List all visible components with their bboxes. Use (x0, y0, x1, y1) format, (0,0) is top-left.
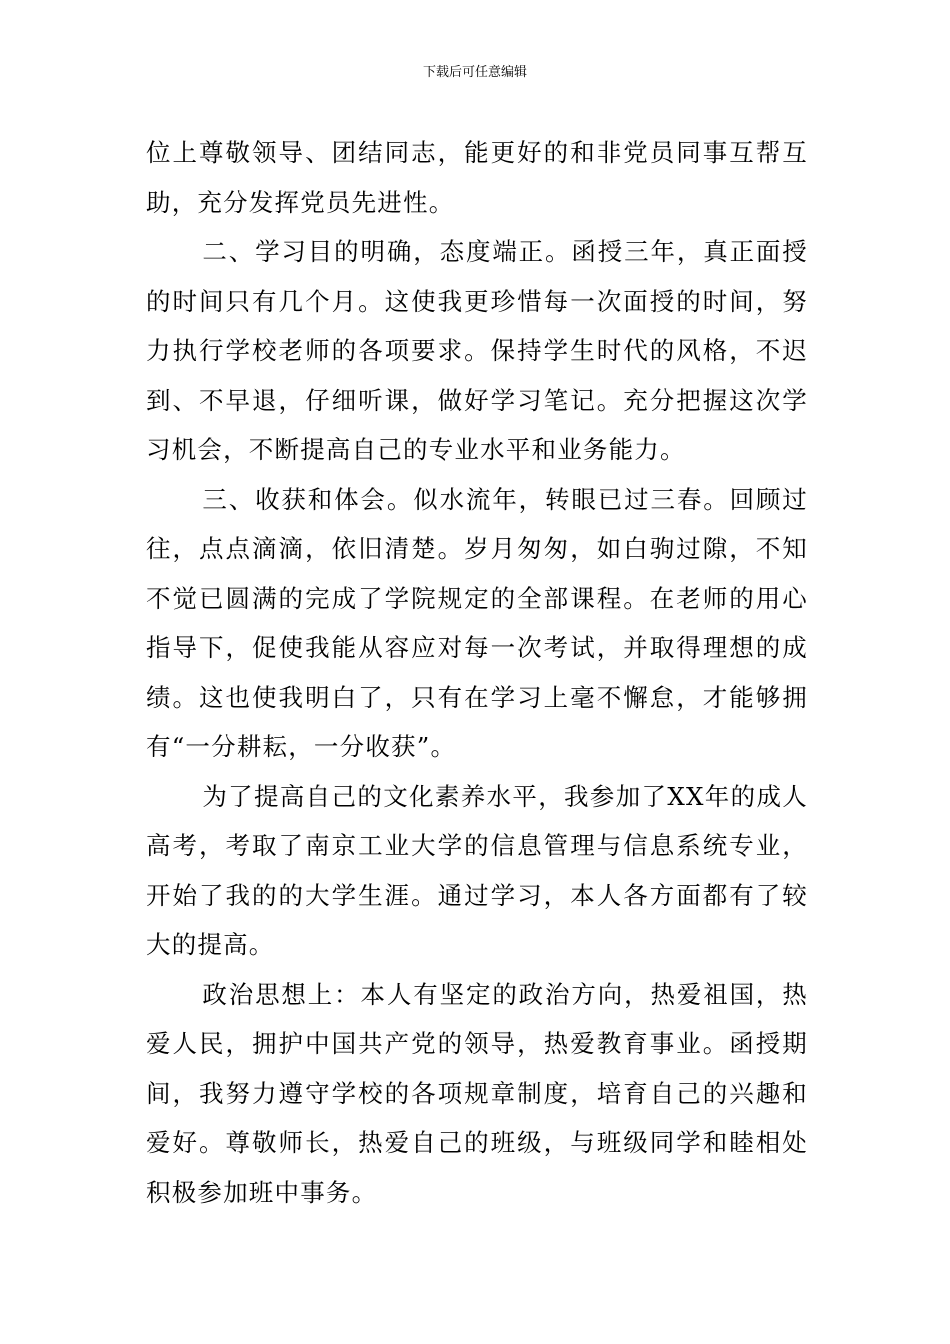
page-header: 下载后可任意编辑 (422, 65, 527, 80)
paragraph-political: 政治思想上：本人有坚定的政治方向，热爱祖国，热爱人民，拥护中国共产党的领导，热爱教育事业。函授期间，我努力遵守学校的各项规章制度，培育自己的兴趣和爱好。尊敬师长，热爱自己的班级，与班级同学和睦相处积极参加班中事务。 (146, 979, 808, 1207)
paragraph-continuation: 位上尊敬领导、团结同志，能更好的和非党员同事互帮互助，充分发挥党员先进性。 (146, 138, 808, 217)
document-body (146, 128, 808, 1217)
paragraph-culture: 为了提高自己的文化素养水平，我参加了XX年的成人高考，考取了南京工业大学的信息管理与信息系统专业，开始了我的的大学生涯。通过学习，本人各方面都有了较大的提高。 (146, 781, 808, 959)
paragraph-learning-goal: 二、学习目的明确，态度端正。函授三年，真正面授的时间只有几个月。这使我更珍惜每一次面授的时间，努力执行学校老师的各项要求。保持学生时代的风格，不迟到、不早退，仔细听课，做好学习笔记。充分把握这次学习机会，不断提高自己的专业水平和业务能力。 (146, 237, 808, 464)
paragraph-gains: 三、收获和体会。似水流年，转眼已过三春。回顾过往，点点滴滴，依旧清楚。岁月匆匆，如白驹过隙，不知不觉已圆满的完成了学院规定的全部课程。在老师的用心指导下，促使我能从容应对每一次考试，并取得理想的成绩。这也使我明白了，只有在学习上毫不懈怠，才能够拥有“一分耕耘，一分收获”。 (146, 484, 808, 761)
